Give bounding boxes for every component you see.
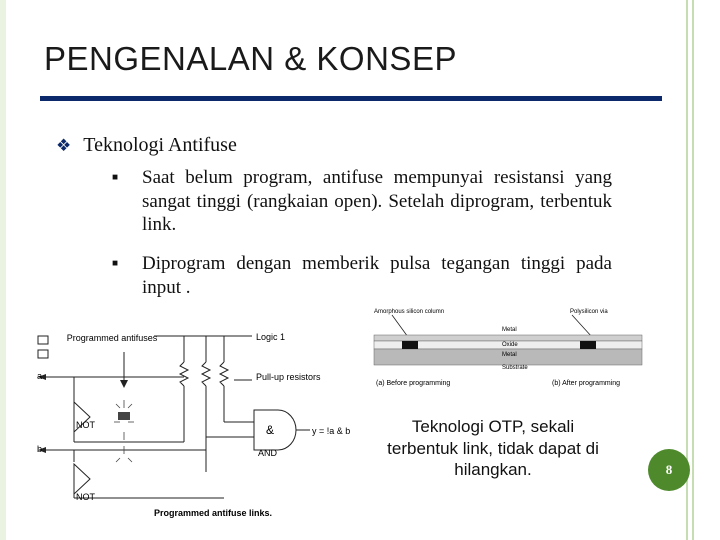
- after-programming-label: (b) After programming: [552, 380, 621, 387]
- circuit-caption: Programmed antifuse links.: [154, 508, 273, 518]
- diamond-bullet-icon: ❖: [56, 136, 72, 155]
- slide-frame-left: [0, 0, 6, 540]
- title-underline: [40, 96, 662, 101]
- square-bullet-icon: ■: [112, 172, 119, 183]
- programmed-antifuses-label: Programmed antifuses: [66, 333, 158, 343]
- and-label: AND: [258, 448, 278, 458]
- otp-note: Teknologi OTP, sekali terbentuk link, tidak dapat di hilangkan.: [387, 417, 599, 479]
- input-b-label: b: [37, 444, 43, 454]
- metal-label: Metal: [502, 352, 517, 358]
- antifuse-circuit-figure: [34, 322, 364, 522]
- input-a-label: a: [37, 371, 43, 381]
- slide-title: PENGENALAN & KONSEP: [44, 40, 457, 77]
- bullet-text: Saat belum program, antifuse mempunyai resistansi yang sangat tinggi (rangkaian open). Setelah diprogram, terbentuk link.: [142, 167, 612, 235]
- antifuse-structure-figure: [372, 305, 648, 391]
- and-symbol: &: [266, 423, 275, 437]
- before-programming-label: (a) Before programming: [376, 380, 451, 387]
- frame-line: [692, 0, 694, 540]
- amorphous-label: Amorphous silicon column: [374, 309, 445, 315]
- page-number-badge: 8: [648, 449, 690, 491]
- section-heading: [56, 134, 237, 157]
- logic1-label: Logic 1: [256, 332, 286, 342]
- not-gate-label: NOT: [76, 492, 95, 502]
- output-label: y = !a & b: [312, 426, 351, 436]
- not-gate-label: NOT: [76, 420, 95, 430]
- polysilicon-label: Polysilicon via: [570, 309, 608, 315]
- square-bullet-icon: ■: [112, 258, 119, 269]
- metal-label: Metal: [502, 327, 517, 333]
- pullup-label: Pull-up resistors: [256, 372, 321, 382]
- substrate-label: Substrate: [502, 365, 528, 371]
- bullet-text: Diprogram dengan memberik pulsa tegangan tinggi pada input .: [142, 253, 612, 298]
- oxide-label: Oxide: [502, 342, 518, 348]
- section-heading-text: Teknologi Antifuse: [83, 134, 237, 156]
